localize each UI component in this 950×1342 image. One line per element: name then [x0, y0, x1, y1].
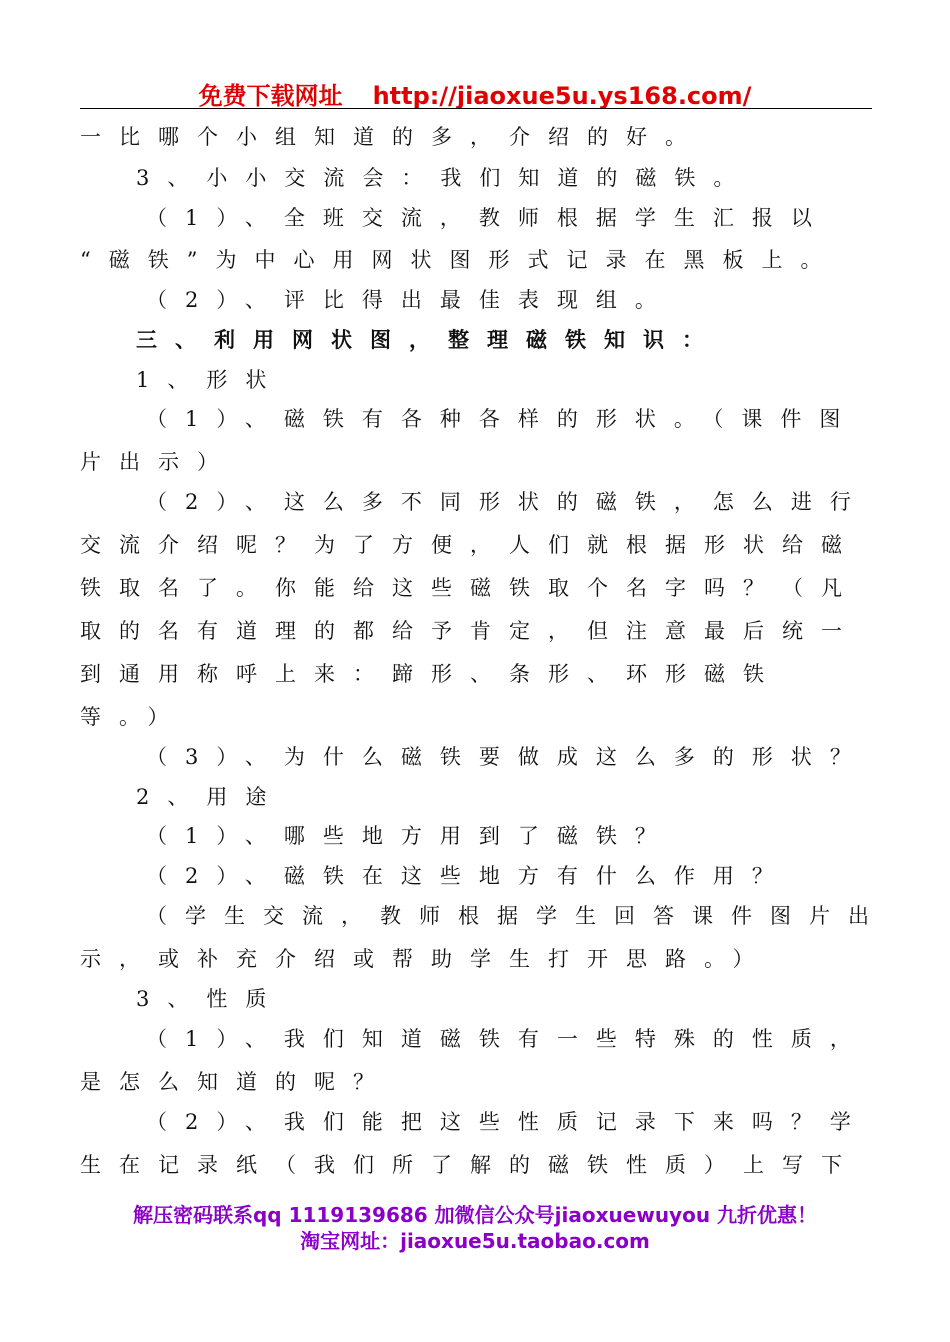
footer-contact: 解压密码联系qq 1119139686 加微信公众号jiaoxuewuyou 九折优惠！: [132, 1203, 818, 1227]
download-header: [0, 76, 950, 111]
text-line: （1）、我们知道磁铁有一些特殊的性质，: [146, 1027, 869, 1051]
text-line: 铁取名了。你能给这些磁铁取个名字吗？（凡: [80, 576, 860, 600]
text-line: （2）、我们能把这些性质记录下来吗？学: [146, 1110, 869, 1134]
text-line: 交流介绍呢？为了方便，人们就根据形状给磁: [80, 533, 860, 557]
text-line: “磁铁”为中心用网状图形式记录在黑板上。: [80, 248, 840, 272]
text-line: （学生交流，教师根据学生回答课件图片出: [146, 904, 887, 928]
text-line: （1）、磁铁有各种各样的形状。（课件图: [146, 407, 859, 431]
header-divider: [80, 108, 872, 109]
text-line: （2）、磁铁在这些地方有什么作用？: [146, 864, 791, 888]
text-line: （1）、哪些地方用到了磁铁？: [146, 824, 674, 848]
text-line: （2）、这么多不同形状的磁铁，怎么进行: [146, 490, 869, 514]
footer-shop-url[interactable]: 淘宝网址：jiaoxue5u.taobao.com: [300, 1229, 650, 1253]
text-line: 到通用称呼上来：蹄形、条形、环形磁铁: [80, 662, 782, 686]
download-url[interactable]: http://jiaoxue5u.ys168.com/: [372, 82, 752, 110]
text-line: 是怎么知道的呢？: [80, 1070, 392, 1094]
text-line: （3）、为什么磁铁要做成这么多的形状？: [146, 745, 869, 769]
text-line: 3、小小交流会：我们知道的磁铁。: [136, 166, 753, 190]
text-line: （1）、全班交流，教师根据学生汇报以: [146, 206, 830, 230]
text-line: 等。）: [80, 705, 187, 729]
text-line: 生在记录纸（我们所了解的磁铁性质）上写下: [80, 1153, 860, 1177]
text-line: 示，或补充介绍或帮助学生打开思路。）: [80, 947, 772, 971]
text-line: 取的名有道理的都给予肯定，但注意最后统一: [80, 619, 860, 643]
text-line: 片出示）: [80, 450, 236, 474]
text-line: （2）、评比得出最佳表现组。: [146, 288, 674, 312]
download-label: 免费下载网址: [198, 82, 343, 110]
subsection-heading: 2、用途: [136, 785, 285, 809]
text-line: 一比哪个小组知道的多，介绍的好。: [80, 125, 704, 149]
subsection-heading: 1、形状: [136, 368, 285, 392]
subsection-heading: 3、性质: [136, 987, 285, 1011]
section-heading: 三、利用网状图，整理磁铁知识：: [136, 327, 721, 352]
